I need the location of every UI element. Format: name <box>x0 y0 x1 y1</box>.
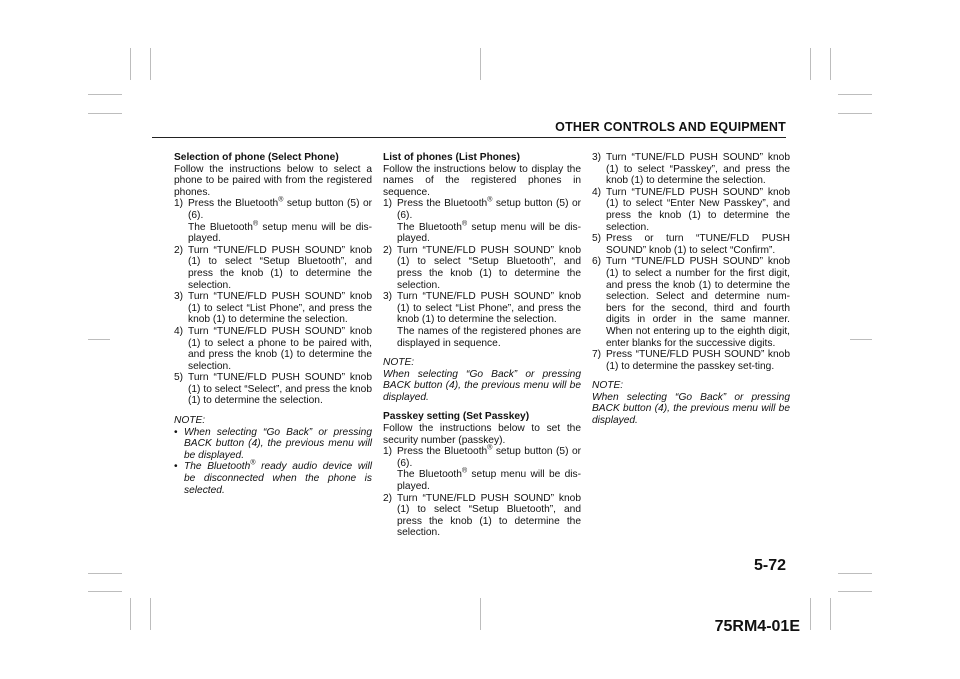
crop-mark <box>838 94 872 95</box>
step-item: 7) Press “TUNE/FLD PUSH SOUND” knob (1) to determine the passkey set-ting. <box>592 349 790 372</box>
section-heading: Selection of phone (Select Phone) <box>174 152 339 163</box>
crop-mark <box>810 598 811 630</box>
note-item: • When selecting “Go Back” or pressing BACK button (4), the previous menu will be displayed. <box>174 426 372 461</box>
step-item: 2) Turn “TUNE/FLD PUSH SOUND” knob (1) to select “Setup Bluetooth”, and press the knob (1) to determine the selection. <box>383 492 581 539</box>
step-list <box>383 198 581 349</box>
step-item: 3) Turn “TUNE/FLD PUSH SOUND” knob (1) to select “List Phone”, and press the knob (1) to determine the selection. <box>174 291 372 326</box>
step-item: 4) Turn “TUNE/FLD PUSH SOUND” knob (1) to select a phone to be paired with, and press the knob (1) to determine the selection. <box>174 325 372 372</box>
step-item: 3) Turn “TUNE/FLD PUSH SOUND” knob (1) to select “List Phone”, and press the knob (1) to determine the selection. The names of the registered phones are displayed in sequence. <box>383 291 581 349</box>
step-list <box>383 446 581 539</box>
crop-mark <box>480 598 481 630</box>
section-heading: Passkey setting (Set Passkey) <box>383 411 530 423</box>
crop-mark <box>838 591 872 592</box>
crop-mark <box>88 591 122 592</box>
step-item: 5) Turn “TUNE/FLD PUSH SOUND” knob (1) to select “Select”, and press the knob (1) to determine the selection. <box>174 372 372 407</box>
crop-mark <box>88 339 110 340</box>
intro-text: Follow the instructions below to set the security number (passkey). <box>383 423 581 446</box>
step-item: 1) Press the Bluetooth® setup button (5) or (6). The Bluetooth® setup menu will be dis-played. <box>383 196 582 245</box>
step-list <box>592 152 790 372</box>
intro-text: Follow the instructions below to select a phone to be paired with from the registered phones. <box>174 163 372 198</box>
step-item: 4) Turn “TUNE/FLD PUSH SOUND” knob (1) to select “Enter New Passkey”, and press the knob (1) to determine the selection. <box>592 186 790 233</box>
crop-mark <box>88 94 122 95</box>
crop-mark <box>850 339 872 340</box>
column-1 <box>174 152 372 496</box>
step-item: 5) Press or turn “TUNE/FLD PUSH SOUND” knob (1) to select “Confirm”. <box>592 233 790 256</box>
section-title: OTHER CONTROLS AND EQUIPMENT <box>555 120 786 134</box>
crop-mark <box>838 113 872 114</box>
crop-mark <box>810 48 811 80</box>
crop-mark <box>130 48 131 80</box>
step-item: 2) Turn “TUNE/FLD PUSH SOUND” knob (1) to select “Setup Bluetooth”, and press the knob (1) to determine the selection. <box>383 244 581 291</box>
page-number: 5-72 <box>753 557 786 574</box>
column-2 <box>383 152 581 539</box>
crop-mark <box>830 48 831 80</box>
crop-mark <box>130 598 131 630</box>
note-label: NOTE: <box>383 357 415 369</box>
crop-mark <box>838 573 872 574</box>
column-3 <box>592 152 790 427</box>
crop-mark <box>88 113 122 114</box>
note-item: • The Bluetooth® ready audio device will be disconnected when the phone is selected. <box>174 460 372 496</box>
crop-mark <box>88 573 122 574</box>
crop-mark <box>150 598 151 630</box>
document-code: 75RM4-01E <box>714 618 800 635</box>
crop-mark <box>150 48 151 80</box>
note-label: NOTE: <box>174 415 206 427</box>
note-text: When selecting “Go Back” or pressing BACK button (4), the previous menu will be displayed. <box>383 368 581 403</box>
step-item: 1) Press the Bluetooth® setup button (5) or (6). The Bluetooth® setup menu will be dis-played. <box>174 196 373 245</box>
crop-mark <box>830 598 831 630</box>
step-item: 3) Turn “TUNE/FLD PUSH SOUND” knob (1) to select “Passkey”, and press the knob (1) to determine the selection. <box>592 152 790 187</box>
step-list <box>174 198 372 407</box>
step-item: 2) Turn “TUNE/FLD PUSH SOUND” knob (1) to select “Setup Bluetooth”, and press the knob (1) to determine the selection. <box>174 244 372 291</box>
header-rule <box>152 137 786 138</box>
crop-mark <box>480 48 481 80</box>
note-text: When selecting “Go Back” or pressing BACK button (4), the previous menu will be displayed. <box>592 391 790 427</box>
note-label: NOTE: <box>592 380 624 392</box>
intro-text: Follow the instructions below to display the names of the registered phones in sequence. <box>383 163 581 198</box>
note-list <box>174 427 372 497</box>
section-heading: List of phones (List Phones) <box>383 152 520 163</box>
step-item: 1) Press the Bluetooth® setup button (5) or (6). The Bluetooth® setup menu will be dis-played. <box>383 444 582 493</box>
step-item: 6) Turn “TUNE/FLD PUSH SOUND” knob (1) to select a number for the first digit, and press the knob (1) to determine the selection. Select and determine num-bers for the second, third and fourth digits in order in the same manner. When not entering up to the eighth digit, enter blanks for the successive digits. <box>592 256 790 349</box>
